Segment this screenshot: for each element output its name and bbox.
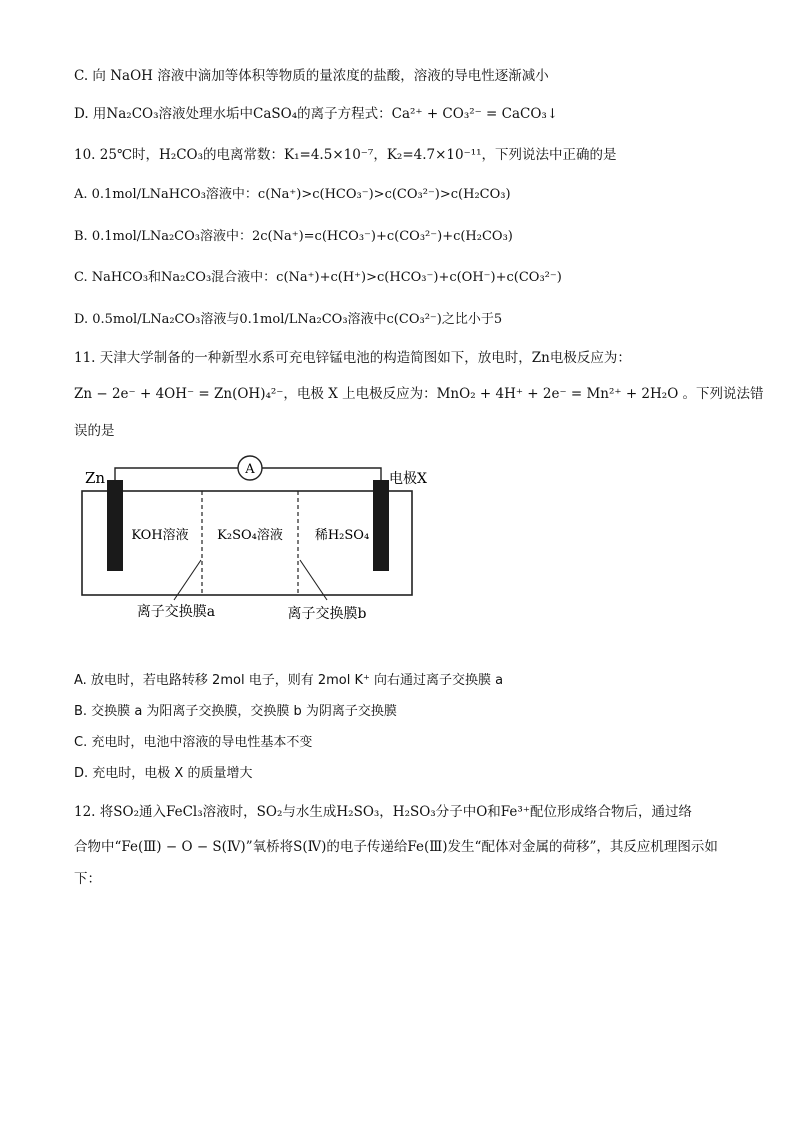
question-10-option-b: B. 0.1mol/LNa₂CO₃溶液中：2c(Na⁺)=c(HCO₃⁻)+c(CO₃²⁻)+c(H₂CO₃) — [74, 229, 513, 244]
question-10-option-d: D. 0.5mol/LNa₂CO₃溶液与0.1mol/LNa₂CO₃溶液中c(CO₃²⁻)之比小于5 — [74, 312, 503, 327]
membrane-a-pointer — [174, 560, 201, 600]
question-10-option-a: A. 0.1mol/LNaHCO₃溶液中：c(Na⁺)>c(HCO₃⁻)>c(CO₃²⁻)>c(H₂CO₃) — [74, 187, 511, 202]
k2so4-solution-label: K₂SO₄溶液 — [217, 528, 283, 543]
zn-label: Zn — [85, 469, 106, 487]
electrode-x — [373, 480, 389, 571]
question-11-option-d: D. 充电时，电极 X 的质量增大 — [74, 766, 253, 781]
membrane-b-label: 离子交换膜b — [287, 606, 367, 622]
question-12-stem-2: 合物中“Fe(Ⅲ) − O − S(Ⅳ)”氧桥将S(Ⅳ)的电子传递给Fe(Ⅲ)发生“配体对金属的荷移”，其反应机理图示如 — [74, 839, 718, 855]
option-d-na2co3: D. 用Na₂CO₃溶液处理水垢中CaSO₄的离子方程式：Ca²⁺ + CO₃²⁻ = CaCO₃↓ — [74, 106, 559, 122]
membrane-b-pointer — [300, 560, 327, 600]
external-wire — [115, 468, 238, 481]
question-11-option-b: B. 交换膜 a 为阳离子交换膜，交换膜 b 为阴离子交换膜 — [74, 704, 397, 719]
membrane-a-label: 离子交换膜a — [136, 604, 216, 620]
battery-container — [82, 491, 412, 595]
question-12-stem-3: 下： — [74, 871, 101, 887]
h2so4-solution-label: 稀H₂SO₄ — [314, 528, 370, 543]
question-11-equation: Zn − 2e⁻ + 4OH⁻ = Zn(OH)₄²⁻，电极 X 上电极反应为：MnO₂ + 4H⁺ + 2e⁻ = Mn²⁺ + 2H₂O 。下列说法错 — [74, 386, 764, 402]
koh-solution-label: KOH溶液 — [131, 528, 189, 543]
option-c-naoh: C. 向 NaOH 溶液中滴加等体积等物质的量浓度的盐酸，溶液的导电性逐渐减小 — [74, 68, 549, 84]
question-11-option-c: C. 充电时，电池中溶液的导电性基本不变 — [74, 735, 313, 750]
ammeter-label: A — [245, 462, 255, 477]
question-11-stem: 11. 天津大学制备的一种新型水系可充电锌锰电池的构造简图如下，放电时，Zn电极反应为： — [74, 350, 631, 366]
zn-electrode — [107, 480, 123, 571]
question-11-stem-end: 误的是 — [74, 423, 115, 439]
question-12-stem-1: 12. 将SO₂通入FeCl₃溶液时，SO₂与水生成H₂SO₃，H₂SO₃分子中O和Fe³⁺配位形成络合物后，通过络 — [74, 804, 692, 820]
question-11-option-a: A. 放电时，若电路转移 2mol 电子，则有 2mol K⁺ 向右通过离子交换膜 a — [74, 673, 504, 688]
electrode-x-label: 电极X — [389, 471, 427, 487]
question-10-stem: 10. 25℃时，H₂CO₃的电离常数：K₁=4.5×10⁻⁷，K₂=4.7×10⁻¹¹，下列说法中正确的是 — [74, 147, 617, 163]
question-10-option-c: C. NaHCO₃和Na₂CO₃混合液中：c(Na⁺)+c(H⁺)>c(HCO₃⁻)+c(OH⁻)+c(CO₃²⁻) — [74, 270, 562, 285]
battery-diagram — [80, 452, 427, 628]
external-wire-right — [262, 468, 381, 481]
